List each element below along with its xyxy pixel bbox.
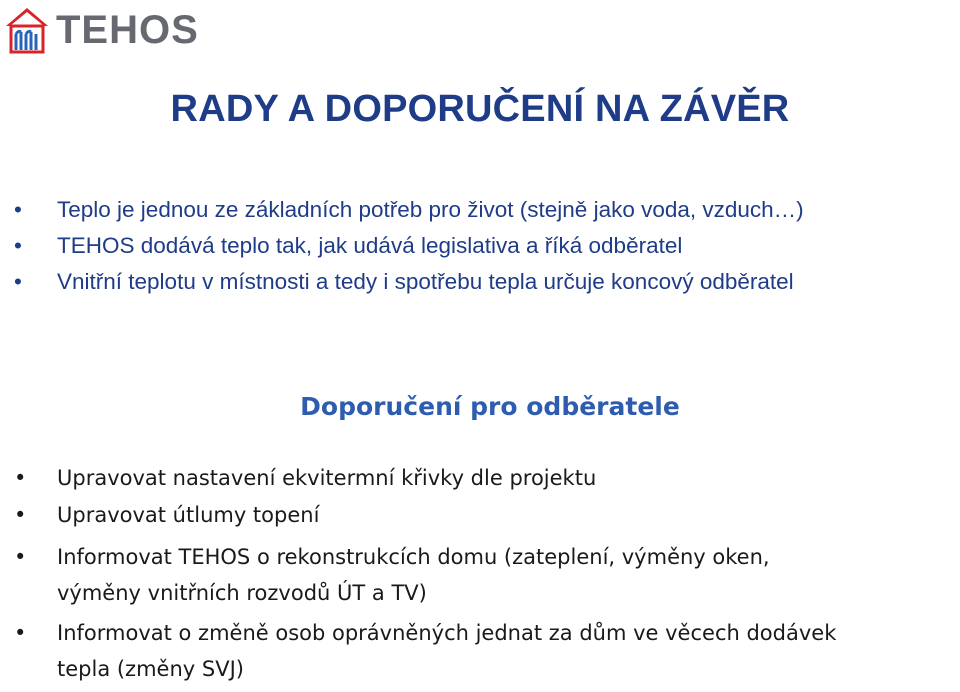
bullet-line: výměny vnitřních rozvodů ÚT a TV) <box>57 581 427 605</box>
bullet-line: • Upravovat útlumy topení <box>57 503 320 527</box>
logo-text: TEHOS <box>56 8 199 52</box>
bullet-line: tepla (změny SVJ) <box>57 657 244 681</box>
house-logo-icon <box>4 6 50 54</box>
tehos-logo <box>4 4 199 56</box>
bullet-line: • Informovat o změně osob oprávněných jednat za dům ve věcech dodávek <box>57 621 837 645</box>
page-title: RADY A DOPORUČENÍ NA ZÁVĚR <box>170 88 790 130</box>
intro-bullet: • TEHOS dodává teplo tak, jak udává legislativa a říká odběratel <box>0 228 960 264</box>
intro-bullet: • Teplo je jednou ze základních potřeb pro život (stejně jako voda, vzduch…) <box>0 192 960 228</box>
intro-bullet-list <box>0 192 960 300</box>
recommendation-bullet <box>0 460 960 497</box>
recommendation-bullet <box>0 497 960 534</box>
bullet-line: • Informovat TEHOS o rekonstrukcích domu (zateplení, výměny oken, <box>57 545 770 569</box>
section-subtitle: Doporučení pro odběratele <box>300 392 680 421</box>
recommendation-bullet-list <box>0 460 960 687</box>
recommendation-bullet <box>0 615 960 687</box>
bullet-line: • Upravovat nastavení ekvitermní křivky dle projektu <box>57 466 597 490</box>
intro-bullet: • Vnitřní teplotu v místnosti a tedy i spotřebu tepla určuje koncový odběratel <box>0 264 960 300</box>
recommendation-bullet <box>0 539 960 611</box>
